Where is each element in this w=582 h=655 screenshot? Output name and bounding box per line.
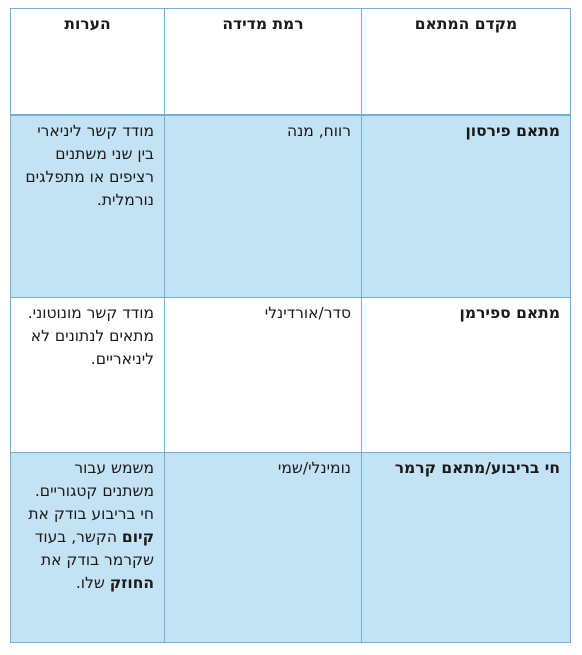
measurement-level: סדר/אורדינלי bbox=[165, 298, 362, 453]
table-row-chi-square bbox=[11, 453, 571, 643]
header-measurement-level: רמת מדידה bbox=[165, 9, 362, 115]
header-coefficient: מקדם המתאם bbox=[362, 9, 571, 115]
notes-part: הקשר, בעוד שקרמר בודק את bbox=[34, 528, 154, 569]
header-notes: הערות bbox=[11, 9, 165, 115]
coefficient-name: מתאם ספירמן bbox=[362, 298, 571, 453]
notes-part: משמש עבור משתנים קטגוריים. חי בריבוע בודק את bbox=[28, 459, 154, 523]
notes-text bbox=[11, 453, 165, 643]
correlation-table bbox=[10, 8, 571, 643]
table-row-pearson bbox=[11, 115, 571, 298]
table-row-spearman bbox=[11, 298, 571, 453]
coefficient-name: חי בריבוע/מתאם קרמר bbox=[362, 453, 571, 643]
notes-text: מודד קשר ליניארי בין שני משתנים רציפים או מתפלגים נורמלית. bbox=[11, 115, 165, 298]
measurement-level: רווח, מנה bbox=[165, 115, 362, 298]
measurement-level: נומינלי/שמי bbox=[165, 453, 362, 643]
notes-part: שלו. bbox=[75, 574, 110, 592]
header-row bbox=[11, 9, 571, 115]
notes-emphasis-strength: החוזק bbox=[109, 574, 154, 592]
coefficient-name: מתאם פירסון bbox=[362, 115, 571, 298]
notes-text: מודד קשר מונוטוני. מתאים לנתונים לא ליניאריים. bbox=[11, 298, 165, 453]
notes-emphasis-existence: קיום bbox=[121, 528, 154, 546]
